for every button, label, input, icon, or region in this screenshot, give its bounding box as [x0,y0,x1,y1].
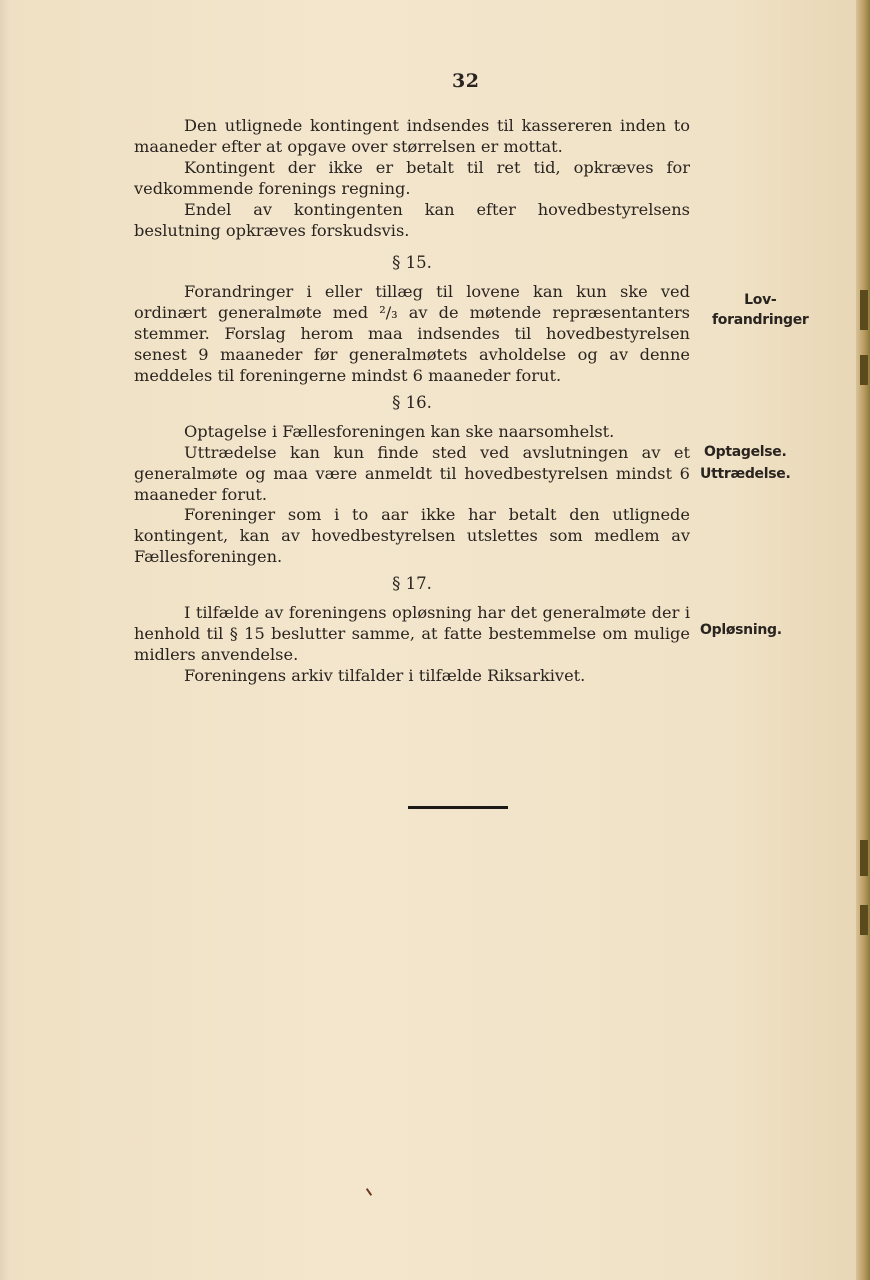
edge-mark [860,290,868,330]
margin-note-lovforandringer: Lov- forandringer [712,292,809,328]
body-text [134,116,690,687]
section-heading-15: § 15. [392,253,432,273]
margin-note-optagelse: Optagelse. [704,444,787,460]
margin-note-oplosning: Opløsning. [700,622,782,638]
page-edge [856,0,870,1280]
paragraph: Den utlignede kontingent indsendes til kassereren inden to maaneder efter at opgave over størrelsen er mottat. [134,116,690,156]
end-rule [408,806,508,809]
paragraph: Forandringer i eller tillæg til lovene kan kun ske ved ordinært generalmøte med ²/₃ av de møtende repræsentanters stemmer. Forslag herom maa indsendes til hovedbestyrelsen senest 9 maaneder før generalmøtets avholdelse og av denne meddeles til foreningerne mindst 6 maaneder forut. [134,282,690,385]
page-fold-shadow [0,0,10,1280]
paragraph: Optagelse i Fællesforeningen kan ske naarsomhelst. [184,421,615,441]
paragraph: Foreninger som i to aar ikke har betalt den utlignede kontingent, kan av hovedbestyrelsen utslettes som medlem av Fællesforeningen. [134,505,690,567]
edge-mark [860,840,868,876]
section-heading-16: § 16. [392,392,432,412]
margin-note-uttraedelse: Uttrædelse. [700,466,791,482]
paragraph: Kontingent der ikke er betalt til ret tid, opkræves for vedkommende forenings regning. [134,157,690,198]
paragraph: Foreningens arkiv tilfalder i tilfælde Riksarkivet. [184,665,586,685]
edge-mark [860,355,868,385]
paragraph: Endel av kontingenten kan efter hovedbestyrelsens beslutning opkræves forskudsvis. [134,199,690,240]
paragraph: I tilfælde av foreningens opløsning har det generalmøte der i henhold til § 15 beslutter samme, at fatte bestemmelse om mulige midlers anvendelse. [134,603,690,664]
page-number: 32 [452,70,480,92]
section-heading-17: § 17. [392,574,432,594]
edge-mark [860,905,868,935]
paragraph: Uttrædelse kan kun finde sted ved avslutningen av et generalmøte og maa være anmeldt til hovedbestyrelsen mindst 6 maaneder forut. [134,442,690,504]
